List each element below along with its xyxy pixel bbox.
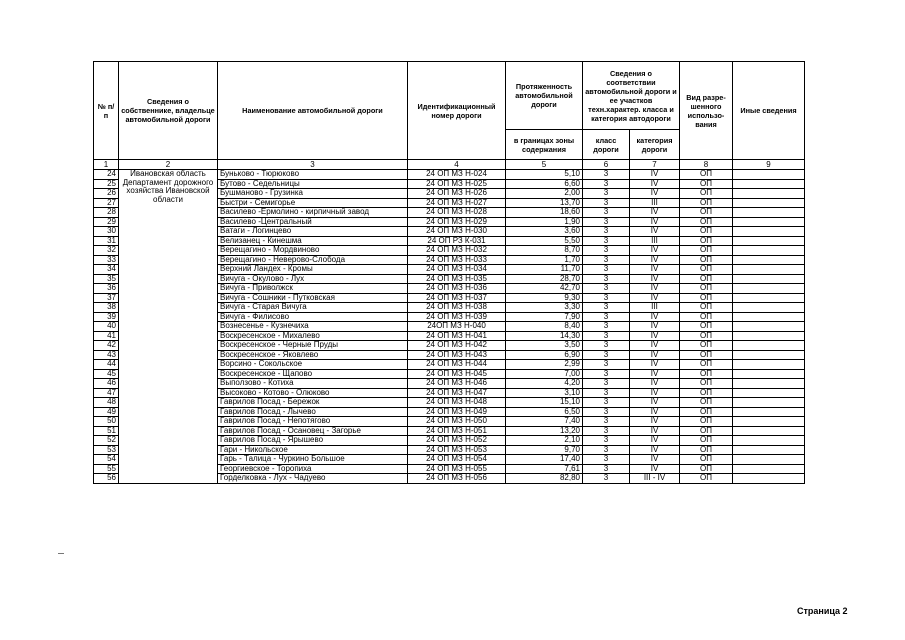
road-category: IV [630,293,680,303]
road-category: III [630,198,680,208]
road-id: 24 ОП МЗ Н-049 [408,407,506,417]
road-category: III [630,303,680,313]
road-class: 3 [583,474,630,484]
permitted-use: ОП [680,293,733,303]
road-length: 1,70 [506,255,583,265]
road-name: Велизанец - Кинешма [218,236,408,246]
row-number: 38 [94,303,119,313]
road-length: 7,90 [506,312,583,322]
row-number: 52 [94,436,119,446]
row-number: 54 [94,455,119,465]
row-number: 49 [94,407,119,417]
header-use: Вид разре-шенного использо-вания [680,62,733,160]
other-info [733,170,805,180]
road-length: 5,50 [506,236,583,246]
table-row [94,170,805,180]
row-number: 55 [94,464,119,474]
other-info [733,198,805,208]
header-length: Протяженность автомобильной дороги [506,62,583,130]
permitted-use: ОП [680,189,733,199]
permitted-use: ОП [680,474,733,484]
road-id: 24 ОП МЗ Н-039 [408,312,506,322]
other-info [733,445,805,455]
road-id: 24 ОП МЗ Н-050 [408,417,506,427]
road-length: 2,00 [506,189,583,199]
road-id: 24 ОП МЗ Н-043 [408,350,506,360]
other-info [733,274,805,284]
road-length: 3,10 [506,388,583,398]
road-name: Гаврилов Посад - Бережок [218,398,408,408]
road-class: 3 [583,379,630,389]
road-class: 3 [583,322,630,332]
road-class: 3 [583,170,630,180]
table-header [94,62,805,170]
road-category: IV [630,284,680,294]
permitted-use: ОП [680,388,733,398]
road-name: Гаврилов Посад - Осановец - Загорье [218,426,408,436]
row-number: 39 [94,312,119,322]
road-id: 24 ОП МЗ Н-045 [408,369,506,379]
road-class: 3 [583,236,630,246]
road-class: 3 [583,303,630,313]
row-number: 25 [94,179,119,189]
permitted-use: ОП [680,445,733,455]
row-number: 37 [94,293,119,303]
road-category: IV [630,341,680,351]
road-category: IV [630,217,680,227]
other-info [733,407,805,417]
column-number: 5 [506,160,583,170]
other-info [733,426,805,436]
road-length: 1,90 [506,217,583,227]
road-id: 24 ОП МЗ Н-037 [408,293,506,303]
other-info [733,369,805,379]
road-name: Быстри - Семигорье [218,198,408,208]
road-name: Вичуга - Окулово - Лух [218,274,408,284]
other-info [733,474,805,484]
road-class: 3 [583,255,630,265]
road-name: Верещагино - Мордвиново [218,246,408,256]
road-name: Ватаги - Логинцево [218,227,408,237]
road-id: 24 ОП МЗ Н-034 [408,265,506,275]
road-length: 7,40 [506,417,583,427]
permitted-use: ОП [680,265,733,275]
road-category: IV [630,274,680,284]
permitted-use: ОП [680,379,733,389]
row-number: 40 [94,322,119,332]
road-category: IV [630,407,680,417]
road-class: 3 [583,369,630,379]
road-class: 3 [583,350,630,360]
other-info [733,360,805,370]
row-number: 30 [94,227,119,237]
road-category: IV [630,426,680,436]
permitted-use: ОП [680,208,733,218]
column-number: 8 [680,160,733,170]
header-length-sub: в границах зоны содержания [506,130,583,160]
road-category: IV [630,189,680,199]
other-info [733,388,805,398]
road-category: IV [630,350,680,360]
road-name: Воскресенское - Михалево [218,331,408,341]
road-name: Буньково - Тюрюково [218,170,408,180]
row-number: 42 [94,341,119,351]
road-name: Горделковка - Лух - Чадуево [218,474,408,484]
other-info [733,312,805,322]
page-number: Страница 2 [797,606,848,616]
road-name: Вичуга - Филисово [218,312,408,322]
row-number: 43 [94,350,119,360]
other-info [733,331,805,341]
row-number: 24 [94,170,119,180]
road-category: III - IV [630,474,680,484]
road-category: IV [630,331,680,341]
road-length: 7,00 [506,369,583,379]
road-class: 3 [583,388,630,398]
header-category: категория дороги [630,130,680,160]
road-length: 8,70 [506,246,583,256]
column-number: 9 [733,160,805,170]
other-info [733,464,805,474]
permitted-use: ОП [680,274,733,284]
road-category: IV [630,208,680,218]
column-number: 2 [119,160,218,170]
road-name: Василево -Центральный [218,217,408,227]
row-number: 44 [94,360,119,370]
road-class: 3 [583,407,630,417]
road-class: 3 [583,274,630,284]
road-length: 3,50 [506,341,583,351]
other-info [733,303,805,313]
road-length: 82,80 [506,474,583,484]
other-info [733,217,805,227]
other-info [733,322,805,332]
other-info [733,350,805,360]
row-number: 50 [94,417,119,427]
road-id: 24 ОП МЗ Н-028 [408,208,506,218]
row-number: 27 [94,198,119,208]
other-info [733,293,805,303]
road-category: IV [630,379,680,389]
road-name: Вичуга - Сошники - Путковская [218,293,408,303]
row-number: 56 [94,474,119,484]
permitted-use: ОП [680,303,733,313]
header-road-id: Идентификационный номер дороги [408,62,506,160]
road-name: Воскресенское - Яковлево [218,350,408,360]
row-number: 29 [94,217,119,227]
road-id: 24 ОП МЗ Н-032 [408,246,506,256]
road-category: IV [630,179,680,189]
permitted-use: ОП [680,322,733,332]
road-length: 3,30 [506,303,583,313]
permitted-use: ОП [680,350,733,360]
road-id: 24 ОП МЗ Н-053 [408,445,506,455]
road-length: 13,20 [506,426,583,436]
permitted-use: ОП [680,236,733,246]
permitted-use: ОП [680,331,733,341]
other-info [733,379,805,389]
road-id: 24 ОП МЗ Н-047 [408,388,506,398]
road-id: 24 ОП МЗ Н-051 [408,426,506,436]
scan-mark [58,553,64,554]
road-length: 9,70 [506,445,583,455]
road-name: Гаврилов Посад - Лычево [218,407,408,417]
column-number: 4 [408,160,506,170]
other-info [733,189,805,199]
road-id: 24 ОП МЗ Н-036 [408,284,506,294]
road-length: 11,70 [506,265,583,275]
road-name: Вознесенье - Кузнечиха [218,322,408,332]
road-category: IV [630,417,680,427]
road-class: 3 [583,426,630,436]
road-length: 14,30 [506,331,583,341]
road-category: IV [630,388,680,398]
column-number: 3 [218,160,408,170]
road-length: 8,40 [506,322,583,332]
road-name: Гарь - Талица - Чуркино Большое [218,455,408,465]
road-name: Верхний Ландех - Кромы [218,265,408,275]
road-length: 5,10 [506,170,583,180]
row-number: 41 [94,331,119,341]
header-other: Иные сведения [733,62,805,160]
permitted-use: ОП [680,198,733,208]
road-id: 24 ОП МЗ Н-048 [408,398,506,408]
permitted-use: ОП [680,170,733,180]
row-number: 26 [94,189,119,199]
road-class: 3 [583,455,630,465]
road-length: 2,99 [506,360,583,370]
road-class: 3 [583,284,630,294]
road-category: IV [630,265,680,275]
permitted-use: ОП [680,284,733,294]
road-length: 4,20 [506,379,583,389]
road-length: 28,70 [506,274,583,284]
road-name: Верещагино - Неверово-Слобода [218,255,408,265]
other-info [733,417,805,427]
road-length: 6,50 [506,407,583,417]
road-name: Василево -Ермолино - кирпичный завод [218,208,408,218]
road-class: 3 [583,445,630,455]
header-road-name: Наименование автомобильной дороги [218,62,408,160]
road-length: 6,90 [506,350,583,360]
road-class: 3 [583,198,630,208]
road-name: Воскресенское - Щапово [218,369,408,379]
road-name: Гаврилов Посад - Непотягово [218,417,408,427]
road-category: IV [630,312,680,322]
road-name: Высоково - Котово - Олюково [218,388,408,398]
road-length: 18,60 [506,208,583,218]
road-name: Гари - Никольское [218,445,408,455]
permitted-use: ОП [680,369,733,379]
row-number: 53 [94,445,119,455]
permitted-use: ОП [680,426,733,436]
road-class: 3 [583,464,630,474]
other-info [733,436,805,446]
road-class: 3 [583,360,630,370]
road-name: Гаврилов Посад - Ярышево [218,436,408,446]
road-length: 42,70 [506,284,583,294]
table-body [94,170,805,484]
road-class: 3 [583,227,630,237]
permitted-use: ОП [680,455,733,465]
other-info [733,284,805,294]
other-info [733,236,805,246]
road-id: 24 ОП МЗ Н-041 [408,331,506,341]
road-category: IV [630,360,680,370]
column-number: 7 [630,160,680,170]
row-number: 47 [94,388,119,398]
road-id: 24 ОП МЗ Н-025 [408,179,506,189]
permitted-use: ОП [680,360,733,370]
road-id: 24 ОП МЗ Н-044 [408,360,506,370]
road-category: III [630,236,680,246]
permitted-use: ОП [680,436,733,446]
column-numbers-row [94,160,805,170]
road-class: 3 [583,341,630,351]
road-class: 3 [583,208,630,218]
road-length: 3,60 [506,227,583,237]
header-num: № п/п [94,62,119,160]
column-number: 6 [583,160,630,170]
row-number: 32 [94,246,119,256]
road-name: Вичуга - Приволжск [218,284,408,294]
road-length: 13,70 [506,198,583,208]
road-length: 7,61 [506,464,583,474]
row-number: 35 [94,274,119,284]
road-id: 24 ОП МЗ Н-026 [408,189,506,199]
road-id: 24 ОП МЗ Н-038 [408,303,506,313]
permitted-use: ОП [680,407,733,417]
road-category: IV [630,227,680,237]
road-class: 3 [583,312,630,322]
other-info [733,179,805,189]
owner-cell: Ивановская область Департамент дорожного хозяйства Ивановской области [119,170,218,484]
other-info [733,455,805,465]
permitted-use: ОП [680,217,733,227]
other-info [733,265,805,275]
road-id: 24 ОП МЗ Н-052 [408,436,506,446]
permitted-use: ОП [680,417,733,427]
road-name: Ворсино - Сокольское [218,360,408,370]
row-number: 33 [94,255,119,265]
row-number: 36 [94,284,119,294]
permitted-use: ОП [680,464,733,474]
road-class: 3 [583,398,630,408]
road-name: Вичуга - Старая Вичуга [218,303,408,313]
road-category: IV [630,436,680,446]
header-class: класс дороги [583,130,630,160]
row-number: 51 [94,426,119,436]
road-class: 3 [583,246,630,256]
header-conformity: Сведения о соответствии автомобильной дороги и ее участков техн.характер. класса и категория автодороги [583,62,680,130]
permitted-use: ОП [680,255,733,265]
header-owner: Сведения о собственнике, владельце автомобильной дороги [119,62,218,160]
column-number: 1 [94,160,119,170]
road-id: 24 ОП МЗ Н-055 [408,464,506,474]
permitted-use: ОП [680,246,733,256]
road-id: 24 ОП МЗ Н-056 [408,474,506,484]
road-name: Бушманово - Грузинка [218,189,408,199]
road-id: 24 ОП МЗ Н-024 [408,170,506,180]
road-category: IV [630,246,680,256]
road-length: 17,40 [506,455,583,465]
road-category: IV [630,464,680,474]
road-length: 6,60 [506,179,583,189]
road-class: 3 [583,436,630,446]
permitted-use: ОП [680,227,733,237]
other-info [733,398,805,408]
permitted-use: ОП [680,179,733,189]
road-class: 3 [583,293,630,303]
other-info [733,246,805,256]
row-number: 45 [94,369,119,379]
road-id: 24 ОП МЗ Н-054 [408,455,506,465]
other-info [733,255,805,265]
row-number: 34 [94,265,119,275]
row-number: 46 [94,379,119,389]
road-category: IV [630,322,680,332]
other-info [733,208,805,218]
road-name: Воскресенское - Черные Пруды [218,341,408,351]
roads-register-table [93,61,805,484]
row-number: 28 [94,208,119,218]
other-info [733,227,805,237]
road-name: Выползово - Котиха [218,379,408,389]
road-category: IV [630,369,680,379]
road-length: 15,10 [506,398,583,408]
road-class: 3 [583,417,630,427]
road-length: 9,30 [506,293,583,303]
road-id: 24 ОП МЗ Н-029 [408,217,506,227]
permitted-use: ОП [680,312,733,322]
other-info [733,341,805,351]
road-class: 3 [583,179,630,189]
road-category: IV [630,398,680,408]
road-class: 3 [583,217,630,227]
road-id: 24 ОП МЗ Н-035 [408,274,506,284]
row-number: 48 [94,398,119,408]
road-length: 2,10 [506,436,583,446]
road-category: IV [630,255,680,265]
road-name: Бутово - Седельницы [218,179,408,189]
road-category: IV [630,445,680,455]
permitted-use: ОП [680,341,733,351]
road-class: 3 [583,331,630,341]
road-id: 24 ОП РЗ К-031 [408,236,506,246]
road-category: IV [630,170,680,180]
road-class: 3 [583,189,630,199]
road-id: 24 ОП МЗ Н-046 [408,379,506,389]
road-id: 24ОП МЗ Н-040 [408,322,506,332]
road-id: 24 ОП МЗ Н-042 [408,341,506,351]
row-number: 31 [94,236,119,246]
road-id: 24 ОП МЗ Н-030 [408,227,506,237]
permitted-use: ОП [680,398,733,408]
road-class: 3 [583,265,630,275]
road-name: Георгиевское - Торопиха [218,464,408,474]
road-category: IV [630,455,680,465]
road-id: 24 ОП МЗ Н-033 [408,255,506,265]
road-id: 24 ОП МЗ Н-027 [408,198,506,208]
